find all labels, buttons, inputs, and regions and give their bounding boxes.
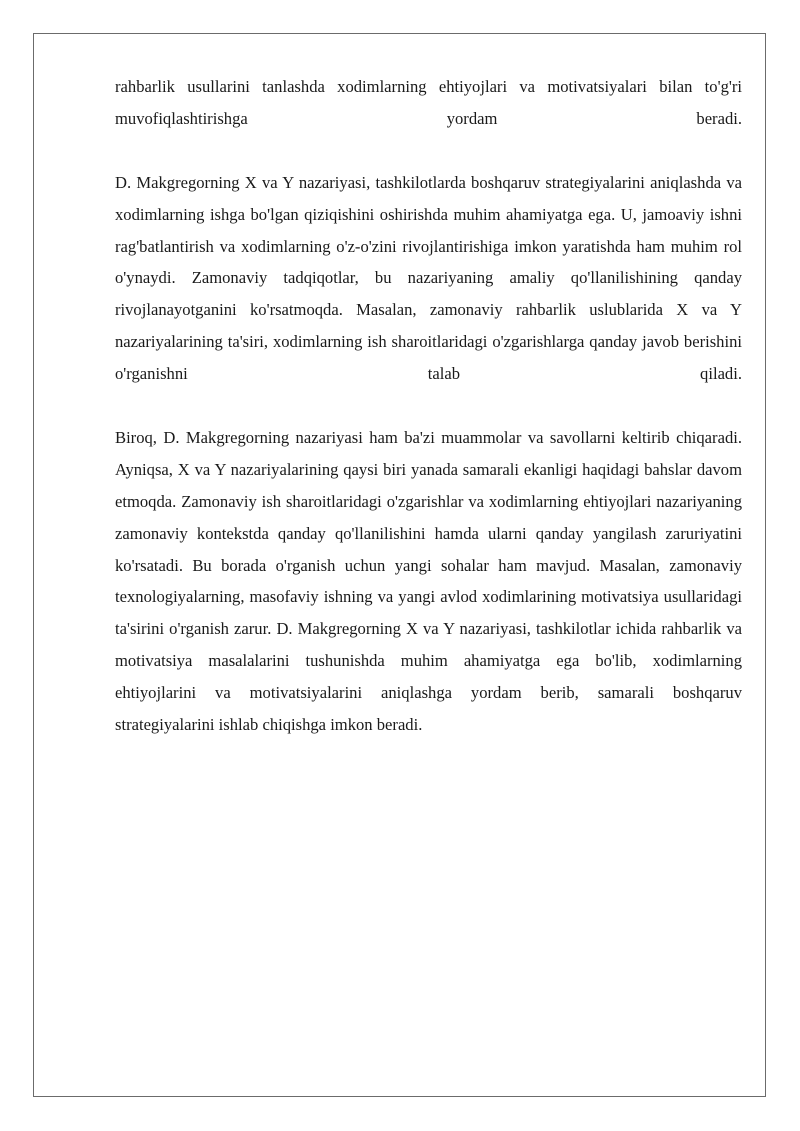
document-body (115, 71, 742, 773)
paragraph-theory-importance: D. Makgregorning X va Y nazariyasi, tashkilotlarda boshqaruv strategiyalarini aniqlashda va xodimlarning ishga bo'lgan qiziqishini oshirishda muhim ahamiyatga ega. U, jamoaviy ishni rag'batlantirish va xodimlarning o'z-o'zini rivojlantirishiga imkon yaratishda ham muhim rol o'ynaydi. Zamonaviy tadqiqotlar, bu nazariyaning amaliy qo'llanilishining qanday rivojlanayotganini ko'rsatmoqda. Masalan, zamonaviy rahbarlik uslublarida X va Y nazariyalarining ta'siri, xodimlarning ish sharoitlaridagi o'zgarishlarga qanday javob berishini o'rganishni talab qiladi. (115, 172, 742, 384)
paragraph-continuation: rahbarlik usullarini tanlashda xodimlarning ehtiyojlari va motivatsiyalari bilan to'g'ri muvofiqlashtirishga yordam beradi. (115, 77, 742, 128)
paragraph-theory-critique: Biroq, D. Makgregorning nazariyasi ham ba'zi muammolar va savollarni keltirib chiqaradi. Ayniqsa, X va Y nazariyalarining qaysi biri yanada samarali ekanligi haqidagi bahslar davom etmoqda. Zamonaviy ish sharoitlaridagi o'zgarishlar va xodimlarning ehtiyojlari nazariyaning zamonaviy kontekstda qanday qo'llanilishini hamda ularni qanday yangilash zaruriyatini ko'rsatadi. Bu borada o'rganish uchun yangi sohalar ham mavjud. Masalan, zamonaviy texnologiyalarning, masofaviy ishning va yangi avlod xodimlarining motivatsiya usullaridagi ta'sirini o'rganish zarur. D. Makgregorning X va Y nazariyasi, tashkilotlar ichida rahbarlik va motivatsiya masalalarini tushunishda muhim ahamiyatga ega bo'lib, xodimlarning ehtiyojlarini va motivatsiyalarini aniqlashga yordam berib, samarali boshqaruv strategiyalarini ishlab chiqishga imkon beradi. (115, 427, 742, 735)
